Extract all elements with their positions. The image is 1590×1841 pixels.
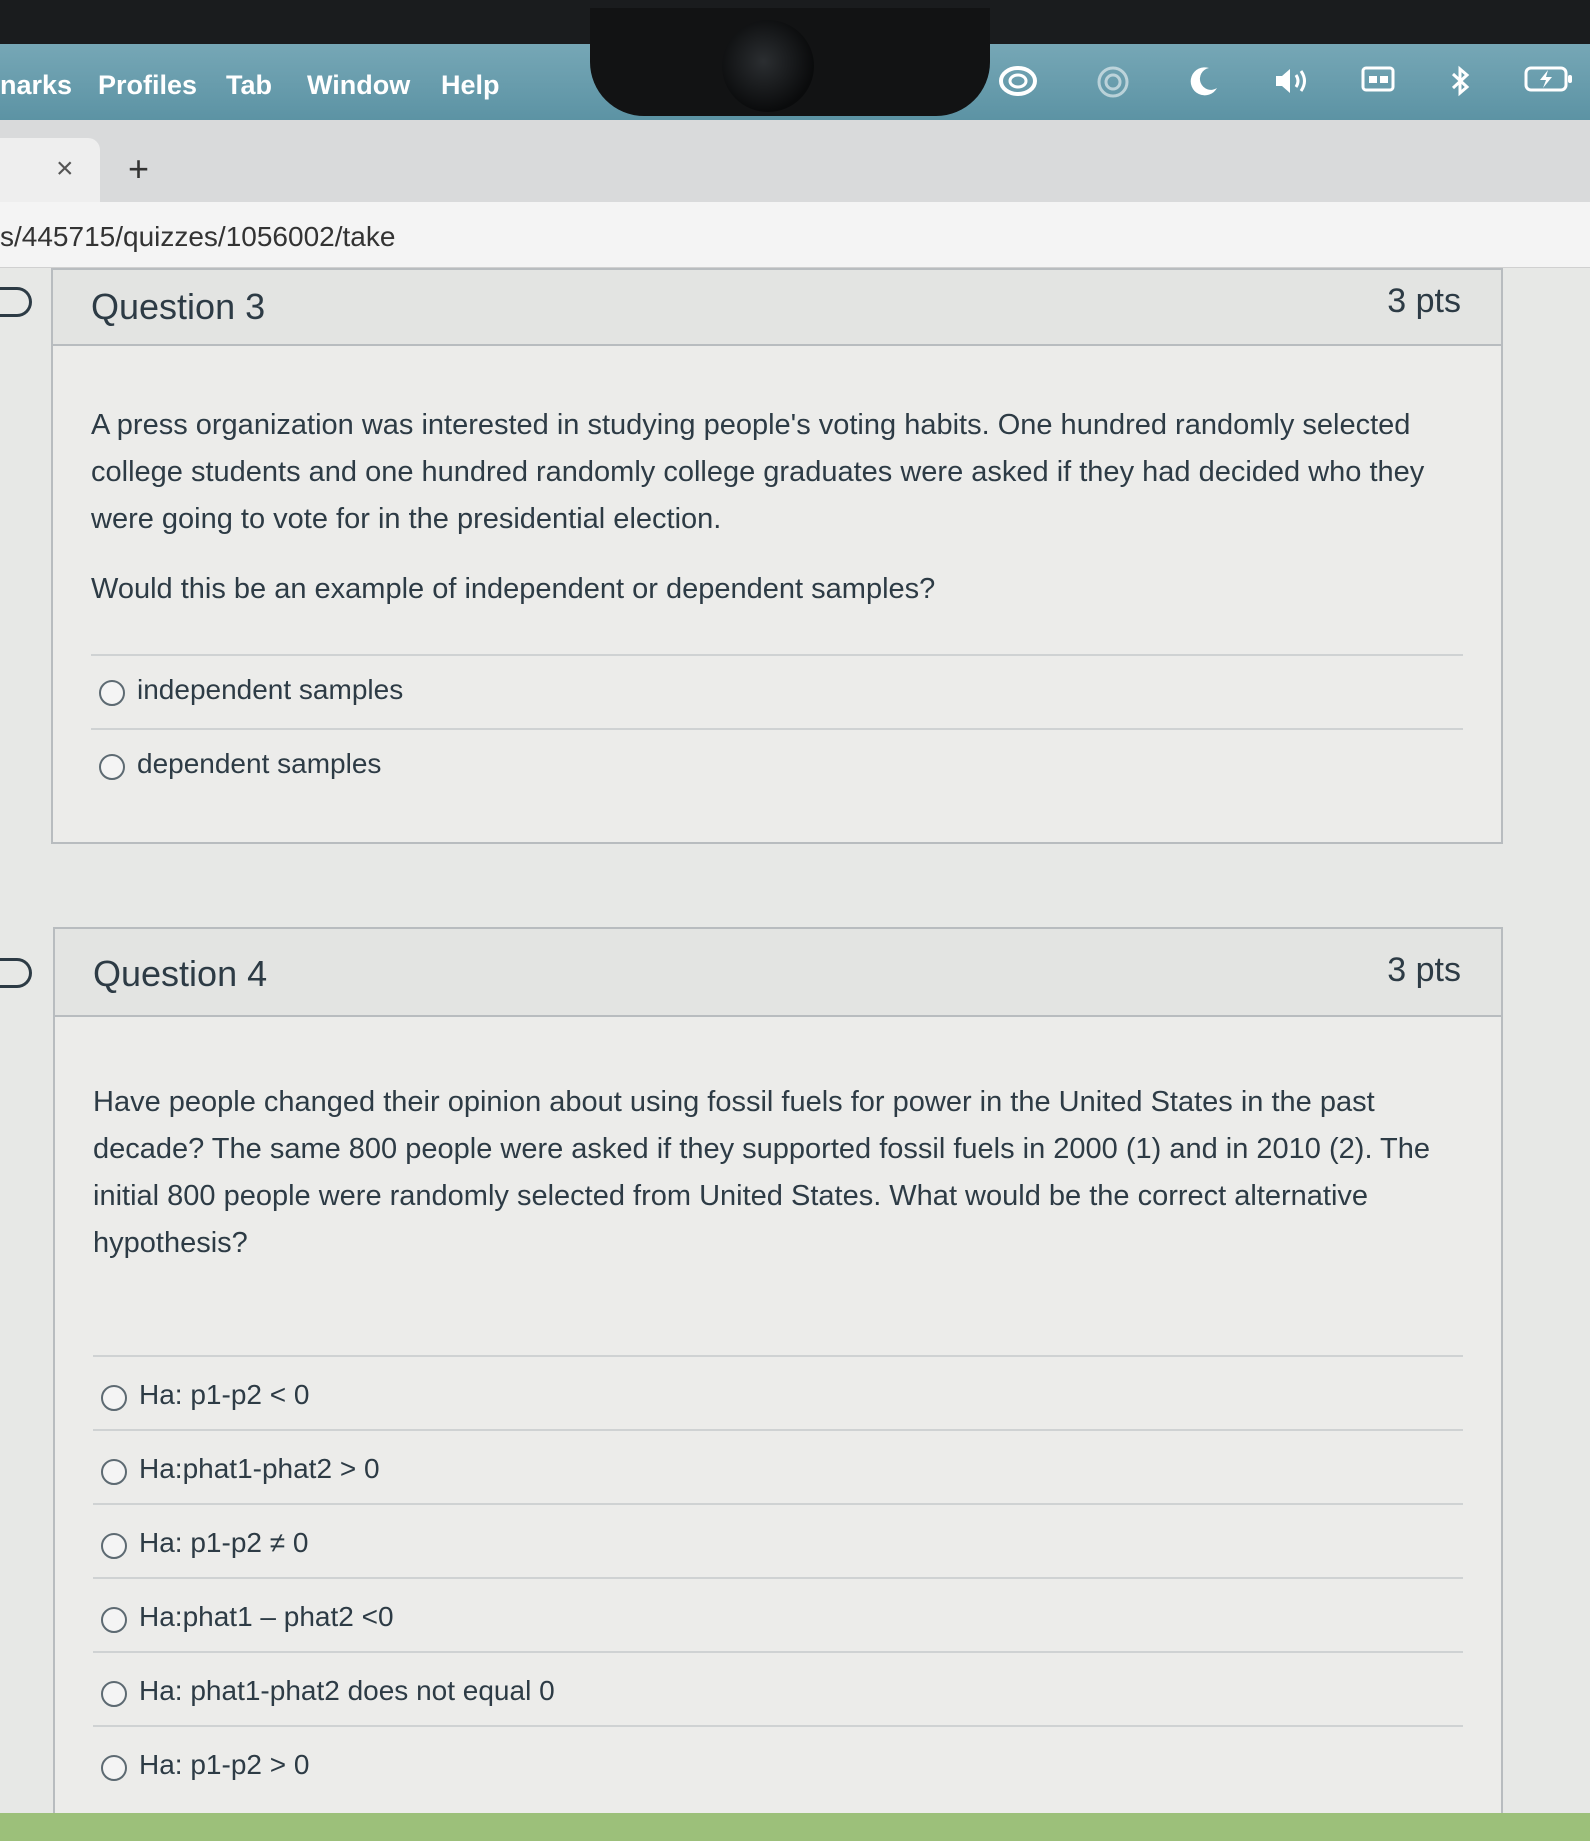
battery-charging-icon[interactable] — [1524, 64, 1574, 102]
close-icon[interactable]: × — [56, 152, 74, 185]
menu-bookmarks[interactable]: narks — [0, 70, 73, 100]
menu-help[interactable]: Help — [441, 70, 500, 100]
answer-label[interactable]: dependent samples — [137, 748, 382, 779]
question-header — [53, 270, 1501, 346]
radio-button[interactable] — [101, 1681, 127, 1707]
divider — [93, 1651, 1463, 1653]
answer-label[interactable]: Ha: p1-p2 ≠ 0 — [139, 1527, 309, 1558]
answer-label[interactable]: Ha:phat1 – phat2 <0 — [139, 1601, 394, 1632]
new-tab-button[interactable]: + — [128, 148, 150, 189]
bluetooth-icon[interactable] — [1440, 64, 1480, 106]
menu-profiles[interactable]: Profiles — [98, 70, 198, 100]
dock-strip — [0, 1813, 1590, 1841]
radio-button[interactable] — [101, 1459, 127, 1485]
volume-icon[interactable] — [1272, 64, 1312, 106]
divider — [91, 654, 1463, 656]
active-tab[interactable] — [0, 138, 100, 202]
display-icon[interactable] — [1358, 64, 1398, 102]
divider — [91, 728, 1463, 730]
radio-button[interactable] — [99, 754, 125, 780]
divider — [93, 1577, 1463, 1579]
answer-label[interactable]: independent samples — [137, 674, 404, 705]
creative-cloud-icon[interactable] — [998, 64, 1038, 106]
question-prompt: Would this be an example of independent or dependent samples? — [91, 573, 936, 605]
divider — [93, 1503, 1463, 1505]
question-header — [55, 929, 1501, 1017]
flag-question-icon[interactable] — [0, 287, 32, 317]
divider — [93, 1355, 1463, 1357]
divider — [93, 1429, 1463, 1431]
flag-question-icon[interactable] — [0, 958, 32, 988]
answer-label[interactable]: Ha: p1-p2 < 0 — [139, 1379, 310, 1410]
question-title: Question 3 — [91, 286, 266, 327]
scroll-icon[interactable] — [1093, 64, 1133, 108]
radio-button[interactable] — [101, 1533, 127, 1559]
question-card-4 — [53, 927, 1503, 1813]
menu-window[interactable]: Window — [307, 70, 411, 100]
radio-button[interactable] — [101, 1755, 127, 1781]
menu-tab[interactable]: Tab — [226, 70, 272, 100]
radio-button[interactable] — [99, 680, 125, 706]
question-title: Question 4 — [93, 953, 268, 994]
question-points: 3 pts — [1387, 951, 1461, 989]
answer-label[interactable]: Ha:phat1-phat2 > 0 — [139, 1453, 380, 1484]
url-text[interactable]: s/445715/quizzes/1056002/take — [0, 221, 396, 252]
answer-label[interactable]: Ha: p1-p2 > 0 — [139, 1749, 310, 1780]
question-card-3 — [51, 268, 1503, 844]
tab-strip — [0, 120, 1590, 202]
webcam — [722, 20, 814, 112]
moon-icon[interactable] — [1184, 64, 1224, 106]
question-text: A press organization was interested in studying people's voting habits. One hundred randomly selected college students and one hundred randomly college graduates were asked if they had decided who they were going to vote for in the presidential election. — [91, 409, 1425, 535]
radio-button[interactable] — [101, 1385, 127, 1411]
answer-label[interactable]: Ha: phat1-phat2 does not equal 0 — [139, 1675, 555, 1706]
radio-button[interactable] — [101, 1607, 127, 1633]
question-points: 3 pts — [1387, 282, 1461, 320]
question-text: Have people changed their opinion about using fossil fuels for power in the United States in the past decade? The same 800 people were asked if they supported fossil fuels in 2000 (1) and in 2010 (2). The initial 800 people were randomly selected from United States. What would be the correct alternative hypothesis? — [93, 1086, 1431, 1259]
divider — [93, 1725, 1463, 1727]
